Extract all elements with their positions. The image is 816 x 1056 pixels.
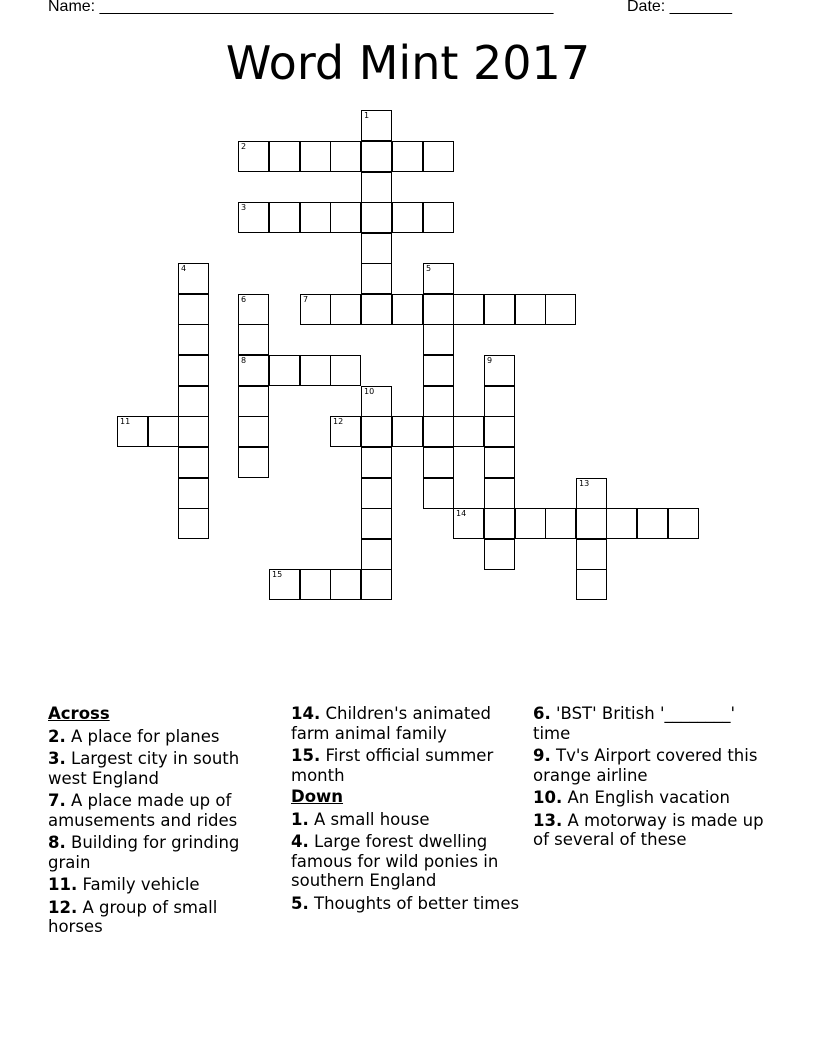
crossword-cell[interactable]: [330, 355, 361, 386]
cell-number: 8: [241, 356, 247, 365]
crossword-cell[interactable]: [453, 416, 484, 447]
clue-down-9: [533, 746, 765, 785]
crossword-cell[interactable]: [484, 478, 515, 509]
crossword-cell[interactable]: [269, 141, 300, 172]
crossword-cell[interactable]: [238, 447, 269, 478]
crossword-cell[interactable]: [545, 508, 576, 539]
crossword-cell[interactable]: [361, 172, 392, 203]
clue-number: 6.: [533, 704, 551, 723]
crossword-cell[interactable]: [668, 508, 699, 539]
cell-number: 5: [426, 264, 432, 273]
crossword-cell[interactable]: [330, 202, 361, 233]
crossword-cell[interactable]: [484, 539, 515, 570]
crossword-cell[interactable]: [300, 141, 331, 172]
across-heading: Across: [48, 704, 110, 723]
crossword-cell[interactable]: [361, 110, 392, 141]
cell-number: 4: [181, 264, 187, 273]
clue-number: 3.: [48, 749, 66, 768]
clue-text: A place for planes: [71, 726, 220, 746]
clue-down-1: [291, 810, 523, 830]
clue-text: A place made up of amusements and rides: [48, 791, 238, 830]
crossword-cell[interactable]: [453, 508, 484, 539]
clue-number: 13.: [533, 810, 563, 830]
clue-number: 9.: [533, 746, 551, 765]
clue-across-15: [291, 746, 523, 785]
crossword-cell[interactable]: [361, 233, 392, 264]
crossword-cell[interactable]: [576, 508, 607, 539]
crossword-cell[interactable]: [545, 294, 576, 325]
crossword-cell[interactable]: [423, 202, 454, 233]
clue-number: 12.: [48, 897, 78, 917]
crossword-cell[interactable]: [269, 569, 300, 600]
crossword-cell[interactable]: [515, 294, 546, 325]
clues-column-1: [48, 702, 273, 937]
crossword-cell[interactable]: [423, 386, 454, 417]
crossword-cell[interactable]: [361, 294, 392, 325]
crossword-cell[interactable]: [178, 447, 209, 478]
clue-down-5: [291, 894, 523, 914]
crossword-cell[interactable]: [330, 416, 361, 447]
crossword-cell[interactable]: [178, 416, 209, 447]
clue-text: 'BST' British '________' time: [533, 704, 736, 743]
crossword-cell[interactable]: [423, 355, 454, 386]
name-field-label[interactable]: Name: ___________________________________________________: [48, 0, 554, 15]
crossword-cell[interactable]: [238, 355, 269, 386]
clue-across-11: [48, 875, 273, 895]
cell-number: 1: [364, 111, 370, 120]
crossword-cell[interactable]: [361, 508, 392, 539]
page-title: Word Mint 2017: [225, 36, 591, 90]
crossword-cell[interactable]: [453, 294, 484, 325]
crossword-cell[interactable]: [576, 478, 607, 509]
clue-across-12: [48, 898, 273, 937]
clue-number: 11.: [48, 875, 78, 894]
crossword-cell[interactable]: [300, 202, 331, 233]
clue-text: A small house: [314, 809, 430, 829]
crossword-cell[interactable]: [484, 386, 515, 417]
clue-across-3: [48, 749, 273, 788]
clue-across-7: [48, 791, 273, 830]
clue-text: Thoughts of better times: [314, 893, 520, 913]
crossword-cell[interactable]: [576, 569, 607, 600]
crossword-cell[interactable]: [117, 416, 148, 447]
crossword-cell[interactable]: [515, 508, 546, 539]
crossword-cell[interactable]: [300, 294, 331, 325]
crossword-cell[interactable]: [300, 355, 331, 386]
crossword-cell[interactable]: [423, 324, 454, 355]
crossword-cell[interactable]: [148, 416, 179, 447]
clue-text: A motorway is made up of several of these: [533, 810, 764, 849]
cell-number: 6: [241, 295, 247, 304]
cell-number: 9: [487, 356, 493, 365]
crossword-cell[interactable]: [361, 141, 392, 172]
clue-text: Family vehicle: [82, 875, 200, 894]
crossword-cell[interactable]: [300, 569, 331, 600]
crossword-cell[interactable]: [392, 294, 423, 325]
clue-text: An English vacation: [567, 788, 730, 807]
crossword-cell[interactable]: [392, 141, 423, 172]
crossword-cell[interactable]: [330, 141, 361, 172]
clues-column-2: [291, 702, 523, 913]
crossword-cell[interactable]: [361, 447, 392, 478]
clue-number: 1.: [291, 809, 309, 829]
cell-number: 2: [241, 142, 247, 151]
cell-number: 7: [303, 295, 309, 304]
clues-column-3: [533, 702, 765, 850]
cell-number: 15: [272, 570, 283, 579]
cell-number: 12: [333, 417, 344, 426]
crossword-cell[interactable]: [484, 508, 515, 539]
down-heading: Down: [291, 787, 344, 806]
cell-number: 10: [364, 387, 375, 396]
crossword-cell[interactable]: [361, 416, 392, 447]
crossword-cell[interactable]: [484, 447, 515, 478]
clue-number: 7.: [48, 791, 66, 810]
clue-across-2: [48, 727, 273, 747]
crossword-cell[interactable]: [361, 478, 392, 509]
clue-text: Building for grinding grain: [48, 833, 240, 872]
crossword-cell[interactable]: [178, 263, 209, 294]
crossword-cell[interactable]: [484, 294, 515, 325]
cell-number: 14: [456, 509, 467, 518]
crossword-cell[interactable]: [361, 263, 392, 294]
crossword-cell[interactable]: [238, 386, 269, 417]
crossword-cell[interactable]: [178, 324, 209, 355]
cell-number: 11: [120, 417, 131, 426]
crossword-cell[interactable]: [423, 416, 454, 447]
clue-text: Large forest dwelling famous for wild ponies in southern England: [291, 832, 499, 890]
crossword-cell[interactable]: [576, 539, 607, 570]
crossword-cell[interactable]: [238, 141, 269, 172]
clue-text: Tv's Airport covered this orange airline: [533, 746, 758, 785]
crossword-cell[interactable]: [269, 202, 300, 233]
crossword-cell[interactable]: [392, 416, 423, 447]
cell-number: 13: [579, 479, 590, 488]
crossword-cell[interactable]: [238, 202, 269, 233]
crossword-cell[interactable]: [361, 539, 392, 570]
crossword-cell[interactable]: [178, 386, 209, 417]
crossword-cell[interactable]: [238, 294, 269, 325]
date-field-label[interactable]: Date: _______: [627, 0, 732, 15]
clue-down-6: [533, 704, 765, 743]
clue-number: 8.: [48, 833, 66, 852]
crossword-cell[interactable]: [484, 416, 515, 447]
crossword-cell[interactable]: [178, 508, 209, 539]
clue-down-10: [533, 788, 765, 808]
cell-number: 3: [241, 203, 247, 212]
crossword-cell[interactable]: [361, 386, 392, 417]
clue-number: 14.: [291, 704, 321, 723]
clue-text: A group of small horses: [48, 897, 218, 936]
clue-text: Children's animated farm animal family: [291, 704, 491, 743]
crossword-cell[interactable]: [392, 202, 423, 233]
clue-number: 10.: [533, 788, 563, 807]
clue-down-4: [291, 832, 523, 891]
crossword-cell[interactable]: [238, 416, 269, 447]
crossword-cell[interactable]: [423, 478, 454, 509]
crossword-cell[interactable]: [178, 478, 209, 509]
crossword-cell[interactable]: [361, 202, 392, 233]
clue-down-13: [533, 811, 765, 850]
crossword-cell[interactable]: [361, 569, 392, 600]
crossword-cell[interactable]: [484, 355, 515, 386]
crossword-cell[interactable]: [238, 324, 269, 355]
clue-across-8: [48, 833, 273, 872]
clue-number: 15.: [291, 746, 321, 765]
clue-number: 2.: [48, 726, 66, 746]
clue-across-14: [291, 704, 523, 743]
crossword-cell[interactable]: [178, 294, 209, 325]
crossword-cell[interactable]: [330, 294, 361, 325]
crossword-cell[interactable]: [423, 294, 454, 325]
crossword-cell[interactable]: [330, 569, 361, 600]
clue-number: 4.: [291, 832, 309, 851]
crossword-cell[interactable]: [423, 447, 454, 478]
clue-text: First official summer month: [291, 746, 494, 785]
crossword-cell[interactable]: [423, 141, 454, 172]
crossword-cell[interactable]: [269, 355, 300, 386]
clue-text: Largest city in south west England: [48, 749, 240, 788]
crossword-cell[interactable]: [606, 508, 637, 539]
clue-number: 5.: [291, 893, 309, 913]
crossword-cell[interactable]: [178, 355, 209, 386]
crossword-cell[interactable]: [637, 508, 668, 539]
crossword-cell[interactable]: [423, 263, 454, 294]
